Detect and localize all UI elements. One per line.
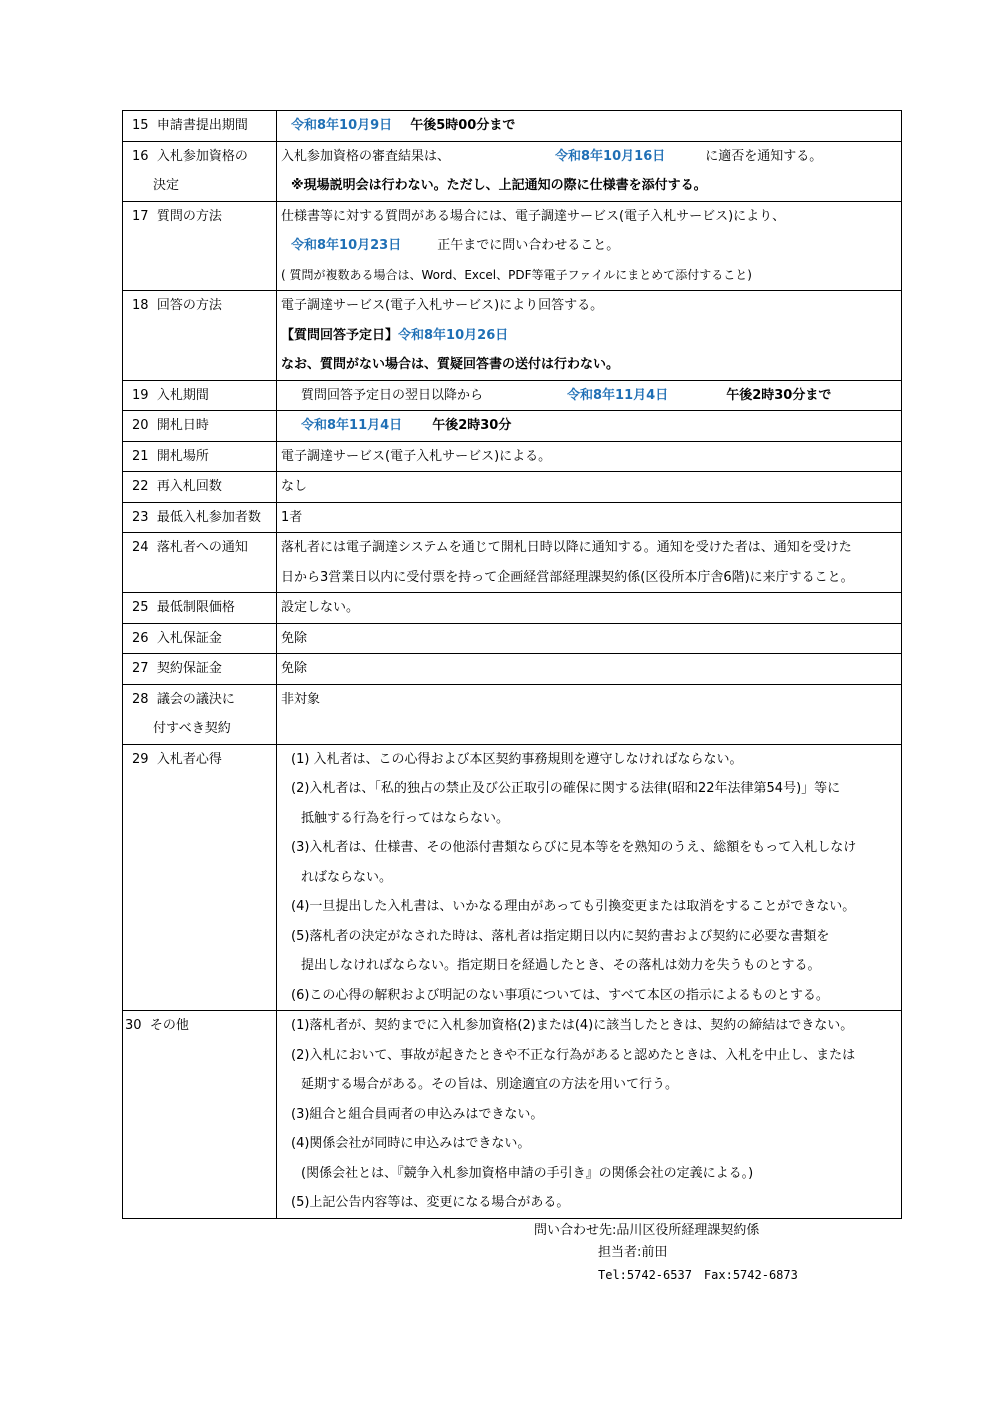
row-label-cell (123, 684, 277, 744)
row-value-cell (277, 502, 902, 533)
row-number: 24 (132, 540, 149, 555)
list-item-continued: 提出しなければならない。指定期日を経過したとき、その落札は効力を失うものとする。 (301, 958, 821, 973)
opening-time: 午後2時30分 (432, 418, 512, 433)
row-label: 契約保証金 (156, 661, 222, 676)
text: 日から3営業日以内に受付票を持って企画経営部経理課契約係(区役所本庁舎6階)に来庁すること。 (281, 569, 854, 585)
text: 非対象 (281, 691, 321, 707)
list-item: (5)落札者の決定がなされた時は、落札者は指定期日以内に契約書および契約に必要な書類を (291, 928, 830, 944)
deadline-time: 午後5時00分まで (410, 118, 516, 133)
row-value-cell (277, 744, 902, 1011)
row-label-cell (123, 380, 277, 411)
row-number: 20 (132, 418, 149, 433)
row-label-cell (123, 111, 277, 142)
list-item: (4)一旦提出した入札書は、いかなる理由があっても引換変更または取消をすることができない。 (291, 899, 856, 914)
question-deadline-date: 令和8年10月23日 (291, 238, 402, 253)
row-label-cell (123, 533, 277, 593)
row-label: 入札保証金 (156, 630, 222, 646)
bid-end-time: 午後2時30分まで (726, 387, 832, 403)
row-label-cell (123, 472, 277, 503)
row-number: 18 (132, 298, 149, 313)
bid-end-date: 令和8年11月4日 (567, 387, 669, 403)
row-value-cell (277, 533, 902, 593)
notice-table (122, 110, 902, 1219)
text: なお、質問がない場合は、質疑回答書の送付は行わない。 (281, 357, 620, 372)
table-row (123, 533, 902, 593)
text: 電子調達サービス(電子入札サービス)による。 (281, 448, 552, 464)
row-number: 26 (132, 630, 149, 646)
note-text: ※現場説明会は行わない。ただし、上記通知の際に仕様書を添付する。 (291, 178, 707, 193)
text: 正午までに問い合わせること。 (437, 238, 620, 253)
text: 落札者には電子調達システムを通じて開札日時以降に通知する。通知を受けた者は、通知を受けた (281, 540, 852, 555)
text: なし (281, 479, 308, 494)
list-item: (1)落札者が、契約までに入札参加資格(2)または(4)に該当したときは、契約の締結はできない。 (291, 1018, 854, 1033)
row-label-cell (123, 744, 277, 1011)
row-value-cell (277, 441, 902, 472)
row-label: 最低制限価格 (156, 600, 235, 615)
text: に適否を通知する。 (705, 148, 823, 164)
row-value-cell (277, 111, 902, 142)
list-item: (6)この心得の解釈および明記のない事項については、すべて本区の指示によるものとする。 (291, 987, 829, 1003)
list-item: (5)上記公告内容等は、変更になる場合がある。 (291, 1195, 570, 1210)
row-number: 22 (132, 479, 149, 494)
row-label-cell (123, 291, 277, 381)
row-label: 最低入札参加者数 (156, 509, 261, 525)
list-item-continued: 延期する場合がある。その旨は、別途適宜の方法を用いて行う。 (301, 1077, 679, 1092)
row-label-cell (123, 411, 277, 442)
answer-date: 令和8年10月26日 (398, 327, 509, 343)
table-row (123, 380, 902, 411)
text: 免除 (281, 661, 308, 676)
text: 仕様書等に対する質問がある場合には、電子調達サービス(電子入札サービス)により、 (281, 208, 786, 224)
deadline-date: 令和8年10月9日 (291, 118, 393, 133)
row-label: 入札期間 (156, 387, 209, 403)
table-row (123, 593, 902, 624)
row-value-cell (277, 291, 902, 381)
table-row (123, 441, 902, 472)
row-number: 30 (125, 1018, 142, 1033)
row-value-cell (277, 1011, 902, 1219)
row-label-cell (123, 201, 277, 291)
row-number: 27 (132, 661, 149, 676)
row-number: 17 (132, 208, 149, 224)
row-value-cell (277, 201, 902, 291)
row-number: 28 (132, 691, 149, 707)
table-row (123, 1011, 902, 1219)
table-row (123, 201, 902, 291)
row-value-cell (277, 141, 902, 201)
table-row (123, 472, 902, 503)
list-item-continued: ればならない。 (301, 869, 393, 885)
text: ( 質問が複数ある場合は、Word、Excel、PDF等電子ファイルにまとめて添付すること) (281, 267, 752, 282)
list-item: (2)入札において、事故が起きたときや不正な行為があると認めたときは、入札を中止し、または (291, 1047, 856, 1063)
table-row (123, 654, 902, 685)
text: 設定しない。 (281, 600, 360, 615)
table-row (123, 744, 902, 1011)
row-label-continued: 付すべき契約 (153, 721, 231, 736)
row-label-cell (123, 623, 277, 654)
row-label: 質問の方法 (156, 208, 222, 224)
table-row (123, 141, 902, 201)
row-label: 入札参加資格の (156, 148, 248, 164)
row-value-cell (277, 380, 902, 411)
row-value-cell (277, 654, 902, 685)
row-label: 落札者への通知 (156, 540, 248, 555)
notice-date: 令和8年10月16日 (555, 148, 666, 164)
contact-person: 担当者:前田 (598, 1245, 668, 1260)
row-label-cell (123, 593, 277, 624)
row-label-cell (123, 141, 277, 201)
text: 1者 (281, 509, 303, 525)
row-label: その他 (149, 1018, 189, 1033)
row-label: 回答の方法 (156, 298, 222, 313)
row-number: 29 (132, 751, 149, 767)
contact-office: 問い合わせ先:品川区役所経理課契約係 (534, 1223, 760, 1238)
row-label-cell (123, 441, 277, 472)
list-item: (4)関係会社が同時に申込みはできない。 (291, 1136, 531, 1151)
row-label: 開札日時 (156, 418, 209, 433)
list-item-continued: (関係会社とは、『競争入札参加資格申請の手引き』の関係会社の定義による。) (301, 1165, 754, 1181)
row-label-continued: 決定 (153, 178, 180, 193)
row-number: 15 (132, 118, 149, 133)
list-item-continued: 抵触する行為を行ってはならない。 (301, 810, 510, 826)
table-row (123, 291, 902, 381)
row-label: 開札場所 (156, 448, 209, 464)
row-label-cell (123, 1011, 277, 1219)
list-item: (1) 入札者は、この心得および本区契約事務規則を遵守しなければならない。 (291, 751, 743, 767)
row-number: 21 (132, 448, 149, 464)
table-row (123, 411, 902, 442)
row-number: 16 (132, 148, 149, 164)
row-label: 再入札回数 (156, 479, 222, 494)
row-label-cell (123, 654, 277, 685)
row-label: 議会の議決に (156, 691, 235, 707)
row-label: 入札者心得 (156, 751, 222, 767)
table-row (123, 623, 902, 654)
list-item: (2)入札者は、「私的独占の禁止及び公正取引の確保に関する法律(昭和22年法律第54号)」等に (291, 781, 841, 796)
text: 電子調達サービス(電子入札サービス)により回答する。 (281, 298, 604, 313)
row-number: 19 (132, 387, 149, 403)
row-value-cell (277, 623, 902, 654)
row-value-cell (277, 593, 902, 624)
contact-phone-fax: Tel:5742-6537 Fax:5742-6873 (598, 1268, 798, 1282)
opening-date: 令和8年11月4日 (301, 418, 403, 433)
table-row (123, 111, 902, 142)
text: 免除 (281, 630, 308, 646)
table-row (123, 502, 902, 533)
row-number: 25 (132, 600, 149, 615)
text: 質問回答予定日の翌日以降から (301, 387, 484, 403)
row-label: 申請書提出期間 (156, 118, 248, 133)
row-value-cell (277, 411, 902, 442)
row-value-cell (277, 472, 902, 503)
text: 入札参加資格の審査結果は、 (281, 148, 451, 164)
text: 【質問回答予定日】 (281, 327, 399, 343)
list-item: (3)組合と組合員両者の申込みはできない。 (291, 1106, 544, 1122)
row-number: 23 (132, 509, 149, 525)
row-label-cell (123, 502, 277, 533)
table-row (123, 684, 902, 744)
contact-block (534, 1220, 798, 1286)
row-value-cell (277, 684, 902, 744)
list-item: (3)入札者は、仕様書、その他添付書類ならびに見本等をを熟知のうえ、総額をもって入札しなけ (291, 840, 857, 855)
